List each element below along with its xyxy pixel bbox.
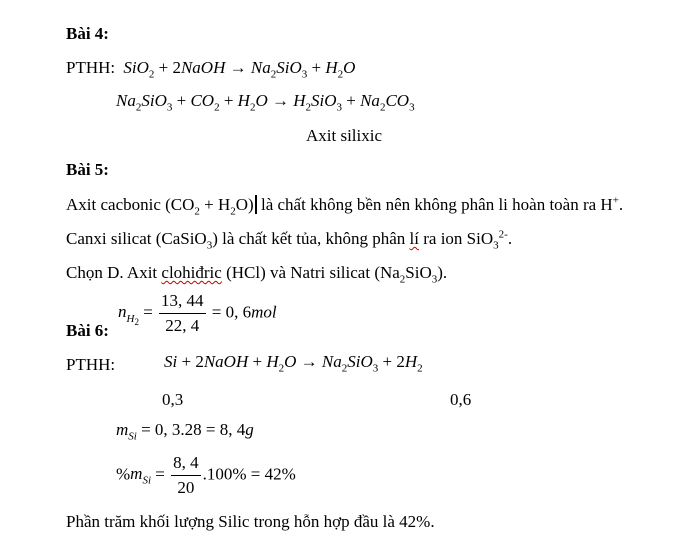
bai6-equation: Si + 2NaOH + $H_2O \to Na_2SiO_3 + 2H_2$	[164, 352, 423, 375]
bai5-line-1: Axit cacbonic $(CO_2 + H_2O)$ là chất không bền nên không phân li hoàn toàn ra H+.	[66, 194, 624, 218]
bai6-heading: Bài 6:	[66, 321, 109, 340]
bai5-heading: Bài 5:	[66, 160, 109, 179]
mass-si-formula: $m_{Si} = 0$, 3.28 = 8, 4g	[116, 420, 254, 443]
mol-si: 0,3	[162, 390, 184, 409]
percent-si-formula: $\%m_{Si}$ = $\frac{8, 4}{20}$ .100% = 42%	[116, 453, 296, 497]
moles-h2-formula: $n_{H_2}$ = $\frac{13, 44}{22, 4}$ = 0, 6mol	[118, 291, 277, 335]
bai5-line-3: Chọn D. Axit clohiđric (HCl) và Natri silicat $(Na_2SiO_3)$.	[66, 263, 448, 286]
bai4-equation-2: $Na_2SiO_3 + CO_2 + H_2O \to H_2SiO_3 + Na_2CO_3$	[116, 91, 415, 114]
product-name: Axit silixic	[306, 126, 383, 145]
pthh-label: PTHH:	[66, 58, 116, 77]
conclusion: Phần trăm khối lượng Silic trong hỗn hợp đầu là 42%.	[66, 512, 435, 531]
bai5-line-2: Canxi silicat (CaSiO$_3$) là chất kết tủa, không phân lí ra ion SiO$_3^{2-}$.	[66, 228, 513, 252]
bai4-heading: Bài 4:	[66, 24, 109, 43]
mol-h2: 0,6	[450, 390, 472, 409]
spellcheck-word[interactable]: clohiđric	[161, 263, 222, 282]
spellcheck-word[interactable]: lí	[409, 229, 419, 248]
bai6-pthh-label: PTHH:	[66, 355, 116, 374]
bai4-equation-1: PTHH: SiO$_2$ + 2NaOH → $Na_2SiO_3 + H_2O$	[66, 58, 356, 81]
